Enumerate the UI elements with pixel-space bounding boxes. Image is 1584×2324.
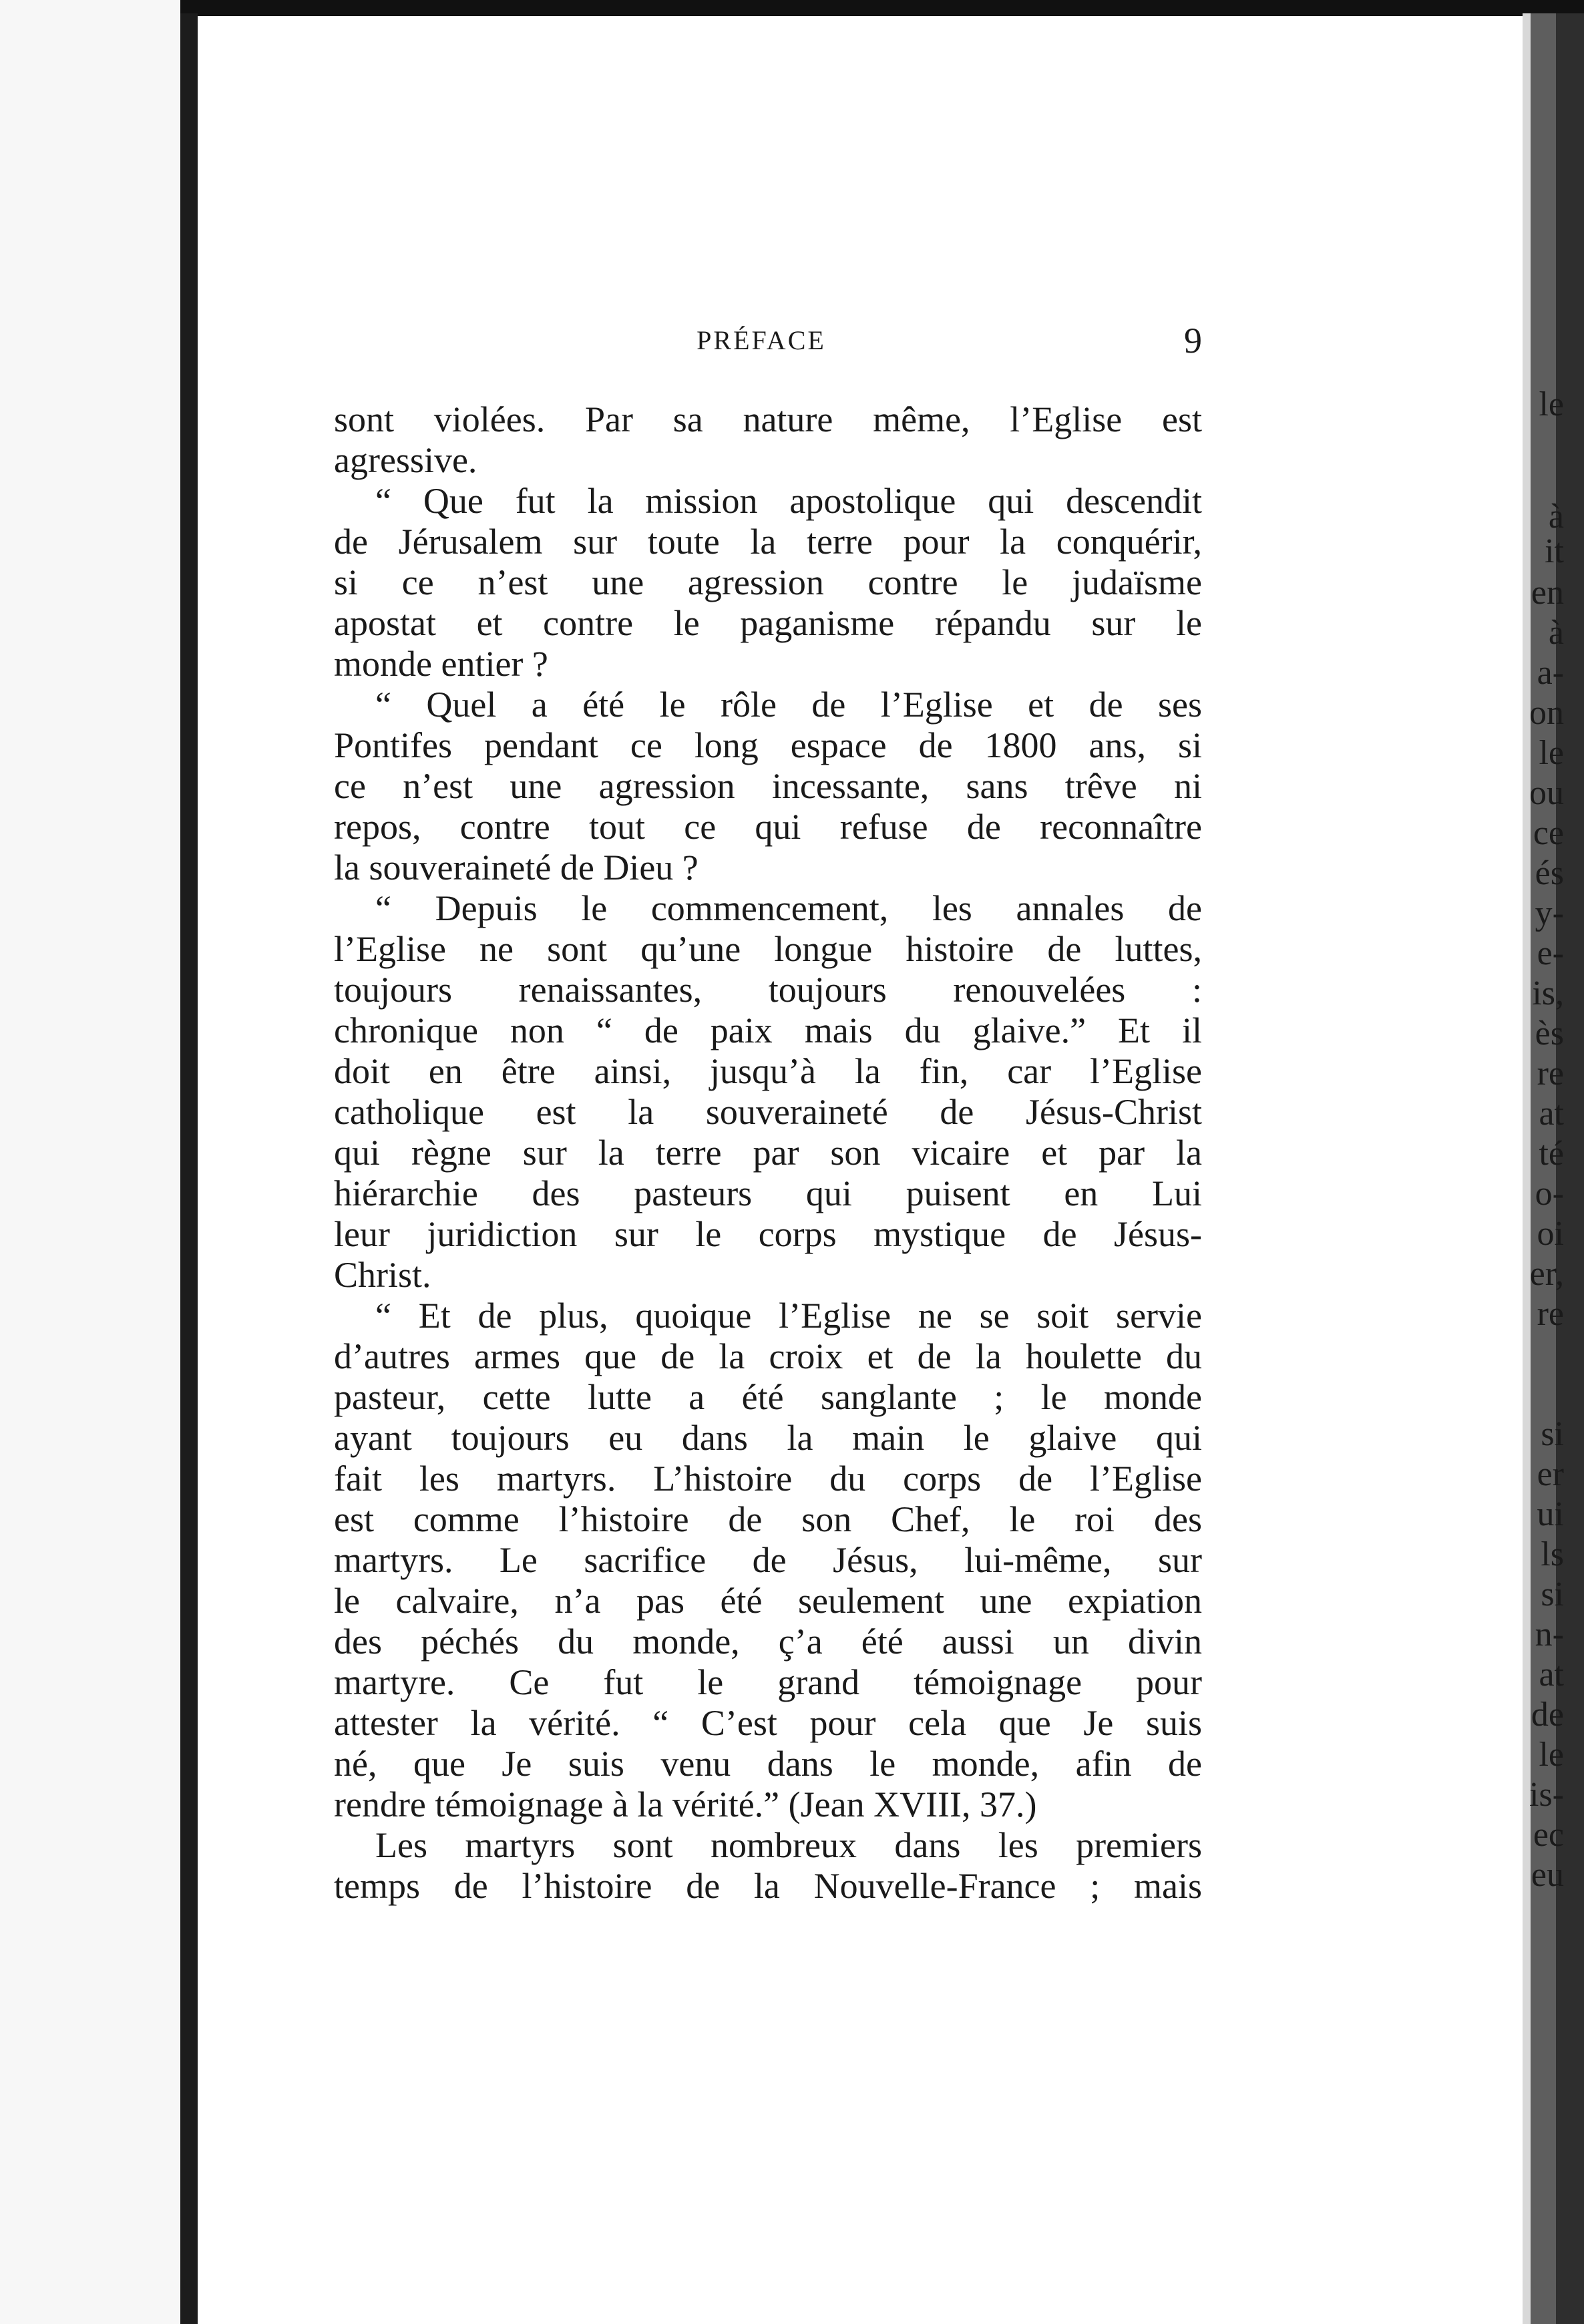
text-line: sont violées. Par sa nature même, l’Eglise est xyxy=(334,399,1202,439)
text-line: monde entier ? xyxy=(334,644,548,684)
text-line: la souveraineté de Dieu ? xyxy=(334,847,699,888)
left-page-fragment: le xyxy=(1539,385,1564,423)
scan-top-edge xyxy=(0,0,1584,16)
left-page-fragment: en xyxy=(1531,574,1564,612)
left-page-fragment: is- xyxy=(1529,1776,1564,1814)
left-page-fragment: ec xyxy=(1533,1816,1564,1854)
text-line: leur juridiction sur le corps mystique de Jésus- xyxy=(334,1214,1202,1254)
left-page-fragment: on xyxy=(1529,694,1564,732)
book-gutter xyxy=(180,13,198,2324)
left-page-fragment: at xyxy=(1539,1095,1564,1133)
left-facing-page xyxy=(0,0,180,2324)
left-page-fragment: is, xyxy=(1532,974,1564,1012)
left-page-fragment: ui xyxy=(1537,1495,1564,1533)
left-page-fragment: at xyxy=(1539,1656,1564,1694)
left-page-fragment: it xyxy=(1545,532,1564,570)
page-header xyxy=(334,317,1202,364)
text-line: hiérarchie des pasteurs qui puisent en Lui xyxy=(334,1173,1202,1213)
text-line: des péchés du monde, ç’a été aussi un divin xyxy=(334,1621,1202,1662)
text-line: Christ. xyxy=(334,1255,431,1295)
running-head: PRÉFACE xyxy=(697,325,826,355)
left-page-fragment: és xyxy=(1535,854,1564,892)
text-line: “ Et de plus, quoique l’Eglise ne se soit servie xyxy=(375,1296,1202,1336)
text-line: fait les martyrs. L’histoire du corps de l’Eglise xyxy=(334,1459,1202,1499)
left-page-fragment: e- xyxy=(1537,934,1564,972)
left-page-fragment: si xyxy=(1541,1575,1564,1613)
text-line: pasteur, cette lutte a été sanglante ; le monde xyxy=(334,1377,1202,1417)
page-number: 9 xyxy=(1184,321,1202,361)
text-line: si ce n’est une agression contre le judaïsme xyxy=(334,562,1202,602)
left-page-fragment: à xyxy=(1548,498,1564,536)
left-page-fragment: er, xyxy=(1529,1255,1564,1293)
left-page-fragment: ce xyxy=(1533,814,1564,852)
text-line: doit en être ainsi, jusqu’à la fin, car l’Eglise xyxy=(334,1051,1202,1091)
text-line: né, que Je suis venu dans le monde, afin de xyxy=(334,1744,1202,1784)
left-page-fragment: er xyxy=(1537,1455,1564,1493)
text-line: “ Depuis le commencement, les annales de xyxy=(375,888,1202,928)
text-line: “ Quel a été le rôle de l’Eglise et de ses xyxy=(375,685,1202,725)
left-page-fragment: ès xyxy=(1535,1014,1564,1052)
text-line: ayant toujours eu dans la main le glaive qui xyxy=(334,1418,1202,1458)
text-line: martyre. Ce fut le grand témoignage pour xyxy=(334,1662,1202,1702)
left-page-fragment: si xyxy=(1541,1415,1564,1453)
text-line: toujours renaissantes, toujours renouvelées : xyxy=(334,970,1202,1010)
text-line: martyrs. Le sacrifice de Jésus, lui-même, sur xyxy=(334,1540,1202,1580)
left-page-fragment: a- xyxy=(1537,654,1564,692)
text-line: attester la vérité. “ C’est pour cela que Je suis xyxy=(334,1703,1202,1743)
text-line: apostat et contre le paganisme répandu sur le xyxy=(334,603,1202,643)
left-page-fragment: n- xyxy=(1535,1615,1564,1654)
left-page-fragment: de xyxy=(1531,1696,1564,1734)
text-line: l’Eglise ne sont qu’une longue histoire de luttes, xyxy=(334,929,1202,969)
left-page-fragment: re xyxy=(1537,1295,1564,1333)
text-line: Les martyrs sont nombreux dans les premiers xyxy=(375,1825,1202,1865)
left-page-fragment: ls xyxy=(1541,1535,1564,1573)
text-line: ce n’est une agression incessante, sans trêve ni xyxy=(334,766,1202,806)
text-line: chronique non “ de paix mais du glaive.” Et il xyxy=(334,1010,1202,1050)
text-line: repos, contre tout ce qui refuse de reconnaître xyxy=(334,807,1202,847)
left-page-fragment: re xyxy=(1537,1054,1564,1093)
body-text xyxy=(334,399,1202,1907)
left-page-fragment: y- xyxy=(1535,894,1564,932)
left-page-fragment: oi xyxy=(1537,1215,1564,1253)
left-page-fragment: o- xyxy=(1535,1175,1564,1213)
text-line: temps de l’histoire de la Nouvelle-France ; mais xyxy=(334,1866,1202,1906)
text-line: d’autres armes que de la croix et de la houlette du xyxy=(334,1336,1202,1376)
left-page-fragment: à xyxy=(1548,614,1564,652)
text-line: le calvaire, n’a pas été seulement une expiation xyxy=(334,1581,1202,1621)
text-line: agressive. xyxy=(334,440,477,480)
text-line: catholique est la souveraineté de Jésus-Christ xyxy=(334,1092,1202,1132)
text-line: rendre témoignage à la vérité.” (Jean XVIII, 37.) xyxy=(334,1784,1037,1824)
left-page-fragment: té xyxy=(1539,1135,1564,1173)
left-page-fragment: le xyxy=(1539,734,1564,772)
text-line: “ Que fut la mission apostolique qui descendit xyxy=(375,481,1202,521)
left-page-fragment: eu xyxy=(1531,1856,1564,1894)
text-line: est comme l’histoire de son Chef, le roi des xyxy=(334,1499,1202,1539)
text-line: de Jérusalem sur toute la terre pour la conquérir, xyxy=(334,522,1202,562)
left-page-fragment: le xyxy=(1539,1736,1564,1774)
left-page-fragment: ou xyxy=(1529,774,1564,812)
page-edge-shadow xyxy=(1523,13,1531,2324)
text-line: qui règne sur la terre par son vicaire et par la xyxy=(334,1133,1202,1173)
text-line: Pontifes pendant ce long espace de 1800 ans, si xyxy=(334,725,1202,765)
